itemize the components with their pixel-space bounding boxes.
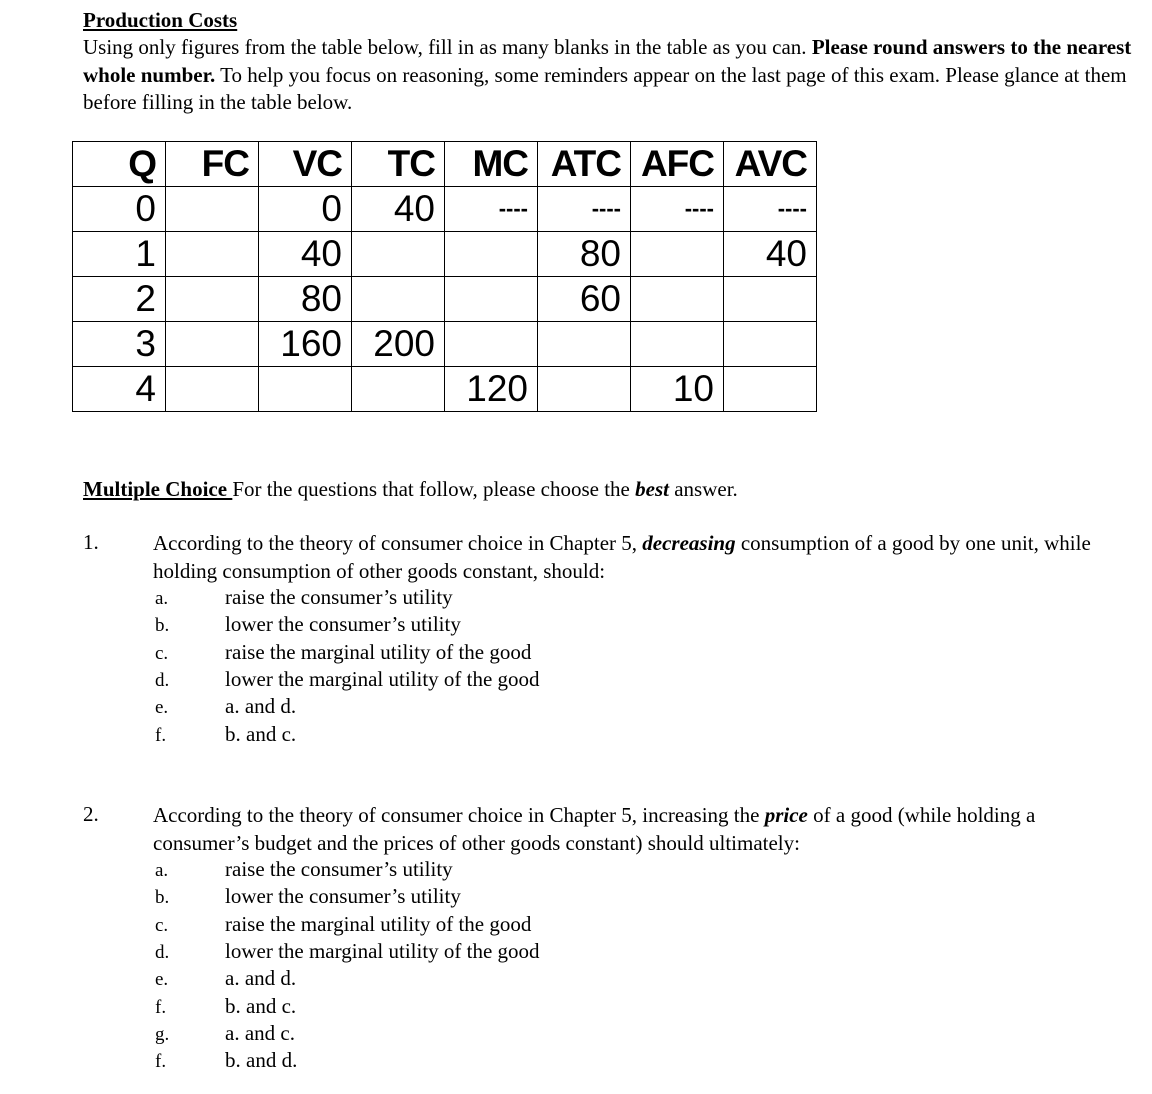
option-letter: b.	[155, 615, 170, 637]
option-text: raise the marginal utility of the good	[225, 911, 532, 936]
col-header: AFC	[631, 142, 724, 187]
table-cell: ----	[538, 187, 631, 232]
instr-bold: Please round answers to the nearest whole number.	[83, 35, 1132, 87]
option-letter: a.	[155, 860, 169, 881]
mc-title: Multiple Choice	[83, 477, 233, 501]
blank-cell[interactable]	[724, 277, 817, 322]
table-row	[73, 322, 817, 367]
table-cell: ----	[724, 187, 817, 232]
table-cell: 80	[538, 232, 631, 277]
cost-table	[72, 141, 817, 412]
q-pre: According to the theory of consumer choice in Chapter 5,	[153, 531, 643, 555]
mc-intro	[83, 476, 738, 504]
col-header: VC	[259, 142, 352, 187]
question-text	[153, 530, 1113, 585]
q-post: of a good (while holding a consumer’s budget and the prices of other goods constant) should ultimately:	[153, 803, 1036, 855]
blank-cell[interactable]	[724, 367, 817, 412]
blank-cell[interactable]	[445, 322, 538, 367]
instr-text-2: To help you focus on reasoning, some reminders appear on the last page of this exam. Please glance at them before filling in the table below.	[83, 62, 1127, 114]
table-cell: 1	[73, 232, 166, 277]
option-text: raise the consumer’s utility	[225, 585, 453, 609]
table-row	[73, 277, 817, 322]
option-letter: c.	[155, 642, 169, 664]
title	[83, 7, 237, 35]
blank-cell[interactable]	[352, 277, 445, 322]
q-em: price	[764, 803, 808, 827]
blank-cell[interactable]	[631, 322, 724, 367]
q-pre: According to the theory of consumer choice in Chapter 5, increasing the	[153, 803, 765, 827]
option-text: b. and c.	[225, 721, 297, 746]
question-number: 1.	[83, 530, 99, 554]
table-cell: 10	[631, 367, 724, 412]
table-cell: 200	[352, 322, 445, 367]
option-text: lower the marginal utility of the good	[225, 938, 540, 963]
question-text	[153, 802, 1113, 857]
question-number: 2.	[83, 802, 99, 826]
option-letter: f.	[155, 724, 167, 746]
table-row	[73, 187, 817, 232]
blank-cell[interactable]	[631, 277, 724, 322]
blank-cell[interactable]	[445, 277, 538, 322]
col-header: FC	[166, 142, 259, 187]
blank-cell[interactable]	[166, 232, 259, 277]
option-letter: g.	[155, 1023, 170, 1045]
table-cell: 80	[259, 277, 352, 322]
option-text: a. and c.	[225, 1020, 295, 1045]
col-header: Q	[73, 142, 166, 187]
option-text: a. and d.	[225, 966, 297, 991]
blank-cell[interactable]	[445, 232, 538, 277]
option-letter: b.	[155, 887, 170, 909]
option-letter: f.	[155, 1051, 167, 1073]
option-text: b. and c.	[225, 993, 297, 1018]
option-letter: e.	[155, 969, 169, 991]
table-cell: 0	[73, 187, 166, 232]
col-header: AVC	[724, 142, 817, 187]
option-letter: c.	[155, 914, 169, 936]
table-cell: 0	[259, 187, 352, 232]
instr-text: Using only figures from the table below, fill in as many blanks in the table as you can.	[83, 35, 812, 59]
blank-cell[interactable]	[724, 322, 817, 367]
option-text: lower the marginal utility of the good	[225, 666, 540, 691]
option-letter: d.	[155, 669, 170, 691]
table-cell: ----	[445, 187, 538, 232]
col-header: ATC	[538, 142, 631, 187]
blank-cell[interactable]	[166, 322, 259, 367]
q-post: consumption of a good by one unit, while holding consumption of other goods constant, should:	[153, 531, 1091, 583]
mc-intro-text: For the questions that follow, please choose the	[232, 477, 636, 501]
option-text: a. and d.	[225, 694, 297, 719]
option-text: raise the consumer’s utility	[225, 857, 453, 881]
mc-intro-em: best	[635, 477, 669, 501]
option-letter: d.	[155, 941, 170, 963]
option-text: lower the consumer’s utility	[225, 612, 461, 637]
option-text: b. and d.	[225, 1048, 298, 1073]
table-cell: 40	[259, 232, 352, 277]
table-cell: 4	[73, 367, 166, 412]
table-cell: ----	[631, 187, 724, 232]
blank-cell[interactable]	[538, 322, 631, 367]
table-cell: 40	[724, 232, 817, 277]
blank-cell[interactable]	[352, 232, 445, 277]
table-cell: 120	[445, 367, 538, 412]
option-letter: a.	[155, 588, 169, 609]
table-cell: 2	[73, 277, 166, 322]
col-header: MC	[445, 142, 538, 187]
col-header: TC	[352, 142, 445, 187]
table-row	[73, 367, 817, 412]
blank-cell[interactable]	[631, 232, 724, 277]
blank-cell[interactable]	[352, 367, 445, 412]
section-title: Production Costs	[83, 8, 238, 32]
option-letter: e.	[155, 697, 169, 719]
instructions	[83, 34, 1143, 117]
table-cell: 60	[538, 277, 631, 322]
table-cell: 40	[352, 187, 445, 232]
option-text: lower the consumer’s utility	[225, 884, 461, 909]
blank-cell[interactable]	[538, 367, 631, 412]
blank-cell[interactable]	[166, 277, 259, 322]
option-letter: f.	[155, 996, 167, 1018]
table-cell: 160	[259, 322, 352, 367]
mc-intro-end: answer.	[668, 477, 738, 501]
blank-cell[interactable]	[166, 187, 259, 232]
option-text: raise the marginal utility of the good	[225, 639, 532, 664]
table-row	[73, 232, 817, 277]
table-cell: 3	[73, 322, 166, 367]
blank-cell[interactable]	[259, 367, 352, 412]
blank-cell[interactable]	[166, 367, 259, 412]
q-em: decreasing	[642, 531, 736, 555]
